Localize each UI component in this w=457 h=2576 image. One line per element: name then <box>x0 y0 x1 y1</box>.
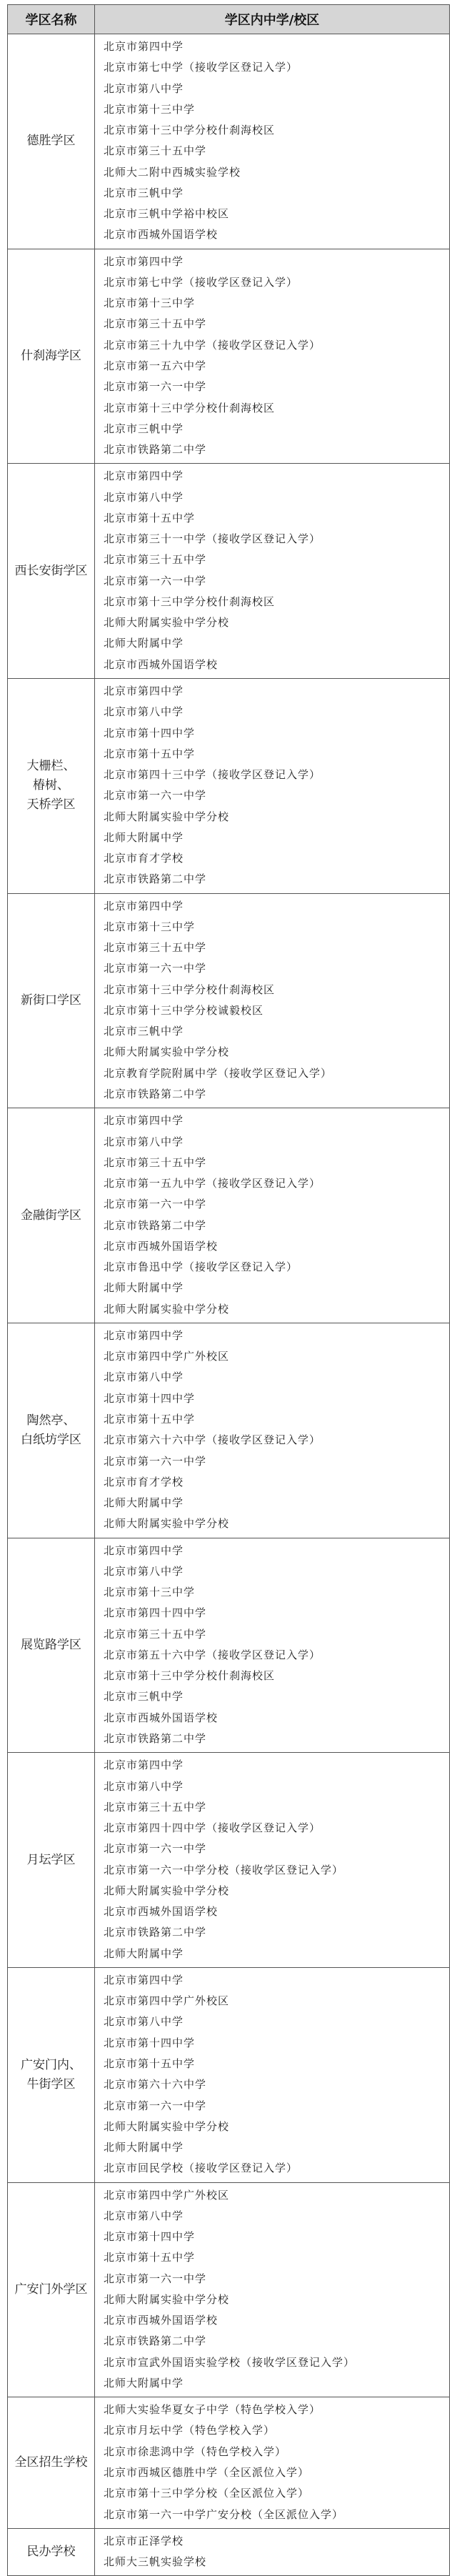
header-district: 学区名称 <box>8 5 95 34</box>
school-item: 北京市第五十六中学（接收学区登记入学） <box>104 1648 321 1661</box>
district-name: 新街口学区 <box>21 993 81 1008</box>
school-item: 北京市第十三中学 <box>104 297 196 310</box>
school-item: 北京市第八中学 <box>104 1564 184 1578</box>
district-name: 全区招生学校 <box>14 2455 88 2470</box>
school-list-cell <box>95 1538 450 1753</box>
school-item: 北京市第一六一中学 <box>104 789 207 802</box>
school-item: 北京市第六十六中学（接收学区登记入学） <box>104 1433 321 1447</box>
school-item: 北京市铁路第二中学 <box>104 1731 207 1745</box>
district-name: 广安门外学区 <box>14 2282 88 2297</box>
school-list-cell <box>95 1753 450 1968</box>
table-row <box>8 34 450 249</box>
district-name-cell <box>8 1323 95 1538</box>
school-item: 北京市第十三中学 <box>104 102 196 116</box>
school-item: 北京市第三十五中学 <box>104 1155 207 1169</box>
district-name-cell <box>8 249 95 464</box>
school-item: 北京市第四中学 <box>104 684 184 697</box>
school-item: 北京市第四中学广外校区 <box>104 1350 230 1363</box>
school-item: 北京市西城外国语学校 <box>104 657 219 671</box>
school-item: 北京市第一六一中学 <box>104 2099 207 2112</box>
district-name: 民办学校 <box>26 2545 76 2560</box>
school-list-cell <box>95 249 450 464</box>
school-item: 北京市第四中学 <box>104 40 184 53</box>
school-item: 北京市第四中学广外校区 <box>104 2188 230 2202</box>
school-item: 北京市第十三中学分校（全区派位入学） <box>104 2487 310 2500</box>
school-item: 北京市第十三中学分校什刹海校区 <box>104 1669 276 1683</box>
school-list-cell <box>95 1967 450 2182</box>
school-item: 北京市三帆中学 <box>104 186 184 199</box>
district-name: 牛街学区 <box>26 2077 76 2092</box>
school-item: 北京市第十四中学 <box>104 2036 196 2049</box>
school-item: 北京市鲁迅中学（接收学区登记入学） <box>104 1260 298 1274</box>
school-item: 北京市第一六一中学 <box>104 380 207 394</box>
school-item: 北京市三帆中学 <box>104 1025 184 1038</box>
school-item: 北京市第三十九中学（接收学区登记入学） <box>104 338 321 352</box>
school-item: 北京市第十三中学 <box>104 1586 196 1599</box>
school-item: 北京市第三十五中学 <box>104 941 207 955</box>
school-item: 北京市三帆中学 <box>104 1690 184 1704</box>
table-row <box>8 678 450 893</box>
school-item: 北京市第十三中学分校什刹海校区 <box>104 983 276 996</box>
school-item: 北京市第八中学 <box>104 490 184 504</box>
school-item: 北京市第三十五中学 <box>104 553 207 567</box>
school-item: 北京市第四中学 <box>104 1759 184 1772</box>
district-name: 德胜学区 <box>26 134 76 149</box>
school-item: 北京市第四中学广外校区 <box>104 1994 230 2008</box>
table-row <box>8 1108 450 1323</box>
school-item: 北师大附属中学 <box>104 830 184 844</box>
school-item: 北京市第一六一中学 <box>104 1454 207 1468</box>
school-item: 北师大附属实验中学分校 <box>104 1884 230 1897</box>
school-item: 北京市第十四中学 <box>104 726 196 740</box>
school-item: 北京市第一五六中学 <box>104 359 207 372</box>
school-item: 北京市第八中学 <box>104 1371 184 1384</box>
school-item: 北京市第三十五中学 <box>104 144 207 158</box>
school-item: 北京市铁路第二中学 <box>104 1088 207 1101</box>
school-item: 北京市第十三中学分校什刹海校区 <box>104 401 276 414</box>
school-item: 北京市第七中学（接收学区登记入学） <box>104 61 298 74</box>
page <box>7 4 450 2576</box>
table-row <box>8 249 450 464</box>
school-item: 北师大附属中学 <box>104 1946 184 1960</box>
school-item: 北京市育才学校 <box>104 852 184 865</box>
school-item: 北京市第三十一中学（接收学区登记入学） <box>104 532 321 546</box>
school-item: 北京市第四中学 <box>104 1543 184 1557</box>
district-name: 广安门内、 <box>21 2057 81 2072</box>
school-item: 北京市育才学校 <box>104 1475 184 1488</box>
school-item: 北京市第四十四中学 <box>104 1606 207 1620</box>
school-item: 北京市第一六一中学 <box>104 1198 207 1211</box>
school-item: 北师大附属中学 <box>104 2141 184 2154</box>
district-name-cell <box>8 34 95 249</box>
school-item: 北京市第十三中学分校什刹海校区 <box>104 124 276 137</box>
table-row <box>8 2397 450 2529</box>
school-item: 北京市第七中学（接收学区登记入学） <box>104 275 298 289</box>
district-name: 什刹海学区 <box>21 348 81 363</box>
district-name: 陶然亭、 <box>26 1413 76 1428</box>
school-item: 北京市正泽学校 <box>104 2534 184 2547</box>
school-list-cell <box>95 2182 450 2397</box>
school-item: 北师大附属实验中学分校 <box>104 616 230 630</box>
school-item: 北京市第一六一中学分校（接收学区登记入学） <box>104 1863 344 1876</box>
school-list-cell <box>95 2528 450 2576</box>
school-item: 北京市第三十五中学 <box>104 1800 207 1814</box>
school-item: 北京市第六十六中学 <box>104 2078 207 2092</box>
school-item: 北京市第八中学 <box>104 1779 184 1793</box>
district-name: 展览路学区 <box>21 1637 81 1652</box>
school-item: 北师大附属实验中学分校 <box>104 1045 230 1059</box>
district-name: 白纸坊学区 <box>21 1432 81 1447</box>
district-name: 椿树、 <box>33 778 69 793</box>
school-item: 北师大附属实验中学分校 <box>104 2292 230 2306</box>
district-name: 西长安街学区 <box>14 563 88 578</box>
school-list-cell <box>95 2397 450 2529</box>
table-row <box>8 2528 450 2576</box>
district-name-cell <box>8 1967 95 2182</box>
school-item: 北京市铁路第二中学 <box>104 443 207 457</box>
school-item: 北京市第四中学 <box>104 1973 184 1986</box>
school-item: 北京市西城外国语学校 <box>104 1711 219 1724</box>
school-item: 北京市西城外国语学校 <box>104 228 219 242</box>
school-item: 北京市铁路第二中学 <box>104 1926 207 1939</box>
school-item: 北京市西城区德胜中学（全区派位入学） <box>104 2466 310 2480</box>
school-item: 北师大附属中学 <box>104 1281 184 1295</box>
table-row <box>8 1967 450 2182</box>
school-item: 北师大二附中西城实验学校 <box>104 165 241 179</box>
school-item: 北师大实验华夏女子中学（特色学校入学） <box>104 2403 321 2417</box>
school-item: 北师大附属实验中学分校 <box>104 810 230 823</box>
school-item: 北师大附属实验中学分校 <box>104 1517 230 1531</box>
table-row <box>8 2182 450 2397</box>
table-row <box>8 1323 450 1538</box>
school-item: 北师大附属中学 <box>104 2376 184 2389</box>
school-item: 北京市第十五中学 <box>104 2251 196 2264</box>
district-name-cell <box>8 464 95 679</box>
table-row <box>8 893 450 1108</box>
school-item: 北京市第十四中学 <box>104 1391 196 1405</box>
school-item: 北京市第一六一中学 <box>104 1842 207 1856</box>
school-item: 北京市第十五中学 <box>104 1413 196 1426</box>
school-item: 北京市第四中学 <box>104 469 184 483</box>
school-item: 北京市第三十五中学 <box>104 317 207 331</box>
school-item: 北师大附属中学 <box>104 1496 184 1510</box>
school-item: 北师大附属中学 <box>104 637 184 650</box>
school-item: 北师大附属实验中学分校 <box>104 1302 230 1316</box>
school-item: 北京市第十三中学分校什刹海校区 <box>104 595 276 608</box>
district-name-cell <box>8 678 95 893</box>
school-item: 北京市第十三中学 <box>104 920 196 933</box>
school-item: 北京市西城外国语学校 <box>104 2314 219 2327</box>
school-item: 北京市第三十五中学 <box>104 1627 207 1641</box>
school-item: 北京市第四十三中学（接收学区登记入学） <box>104 768 321 782</box>
school-item: 北京市第八中学 <box>104 2015 184 2029</box>
table-row <box>8 464 450 679</box>
school-list-cell <box>95 1108 450 1323</box>
school-item: 北京市徐悲鸿中学（特色学校入学） <box>104 2445 287 2458</box>
school-item: 北京市第十五中学 <box>104 2057 196 2070</box>
school-item: 北京市第八中学 <box>104 2209 184 2222</box>
school-item: 北京市第一六一中学 <box>104 2272 207 2285</box>
school-item: 北京市宣武外国语实验学校（接收学区登记入学） <box>104 2355 356 2369</box>
district-name-cell <box>8 2528 95 2576</box>
school-item: 北京市第八中学 <box>104 1135 184 1148</box>
school-item: 北京市西城外国语学校 <box>104 1239 219 1253</box>
school-list-cell <box>95 34 450 249</box>
school-item: 北京市第四中学 <box>104 899 184 912</box>
school-item: 北京市第一六一中学 <box>104 962 207 975</box>
school-item: 北京市第四中学 <box>104 1328 184 1342</box>
school-item: 北京市三帆中学 <box>104 422 184 435</box>
school-item: 北京市第八中学 <box>104 705 184 719</box>
school-item: 北京市月坛中学（特色学校入学） <box>104 2424 276 2437</box>
school-item: 北京市第十三中学分校诚毅校区 <box>104 1003 264 1017</box>
district-name: 金融街学区 <box>21 1208 81 1223</box>
school-list-cell <box>95 1323 450 1538</box>
district-name-cell <box>8 1538 95 1753</box>
school-item: 北京市第八中学 <box>104 81 184 95</box>
district-name-cell <box>8 893 95 1108</box>
school-item: 北京市第四中学 <box>104 254 184 268</box>
school-list-cell <box>95 678 450 893</box>
school-item: 北京市第十五中学 <box>104 747 196 760</box>
district-name-cell <box>8 2397 95 2529</box>
district-name: 大栅栏、 <box>26 759 76 774</box>
school-item: 北京市铁路第二中学 <box>104 2334 207 2348</box>
table-body <box>8 34 450 2576</box>
district-name-cell <box>8 1753 95 1968</box>
district-name: 天桥学区 <box>26 797 76 812</box>
school-item: 北京市三帆中学裕中校区 <box>104 207 230 221</box>
school-item: 北京市西城外国语学校 <box>104 1905 219 1919</box>
header-schools: 学区内中学/校区 <box>95 5 450 34</box>
school-item: 北京市铁路第二中学 <box>104 1218 207 1232</box>
school-list-cell <box>95 464 450 679</box>
table-row <box>8 1753 450 1968</box>
school-item: 北京市第一五九中学（接收学区登记入学） <box>104 1177 321 1190</box>
school-item: 北京市回民学校（接收学区登记入学） <box>104 2162 298 2175</box>
school-item: 北京市第一六一中学广安分校（全区派位入学） <box>104 2507 344 2521</box>
school-item: 北京市第十五中学 <box>104 511 196 524</box>
table-header-row <box>8 5 450 34</box>
school-item: 北京市铁路第二中学 <box>104 872 207 886</box>
school-item: 北京市第一六一中学 <box>104 574 207 587</box>
school-item: 北师大三帆实验学校 <box>104 2555 207 2569</box>
table-row <box>8 1538 450 1753</box>
school-item: 北京市第四中学 <box>104 1114 184 1128</box>
school-item: 北京教育学院附属中学（接收学区登记入学） <box>104 1066 333 1080</box>
district-name: 月坛学区 <box>26 1852 76 1867</box>
school-item: 北京市第四十四中学（接收学区登记入学） <box>104 1821 321 1835</box>
school-list-cell <box>95 893 450 1108</box>
school-item: 北师大附属实验中学分校 <box>104 2119 230 2133</box>
district-name-cell <box>8 1108 95 1323</box>
district-name-cell <box>8 2182 95 2397</box>
school-district-table <box>7 4 450 2576</box>
school-item: 北京市第十四中学 <box>104 2230 196 2244</box>
